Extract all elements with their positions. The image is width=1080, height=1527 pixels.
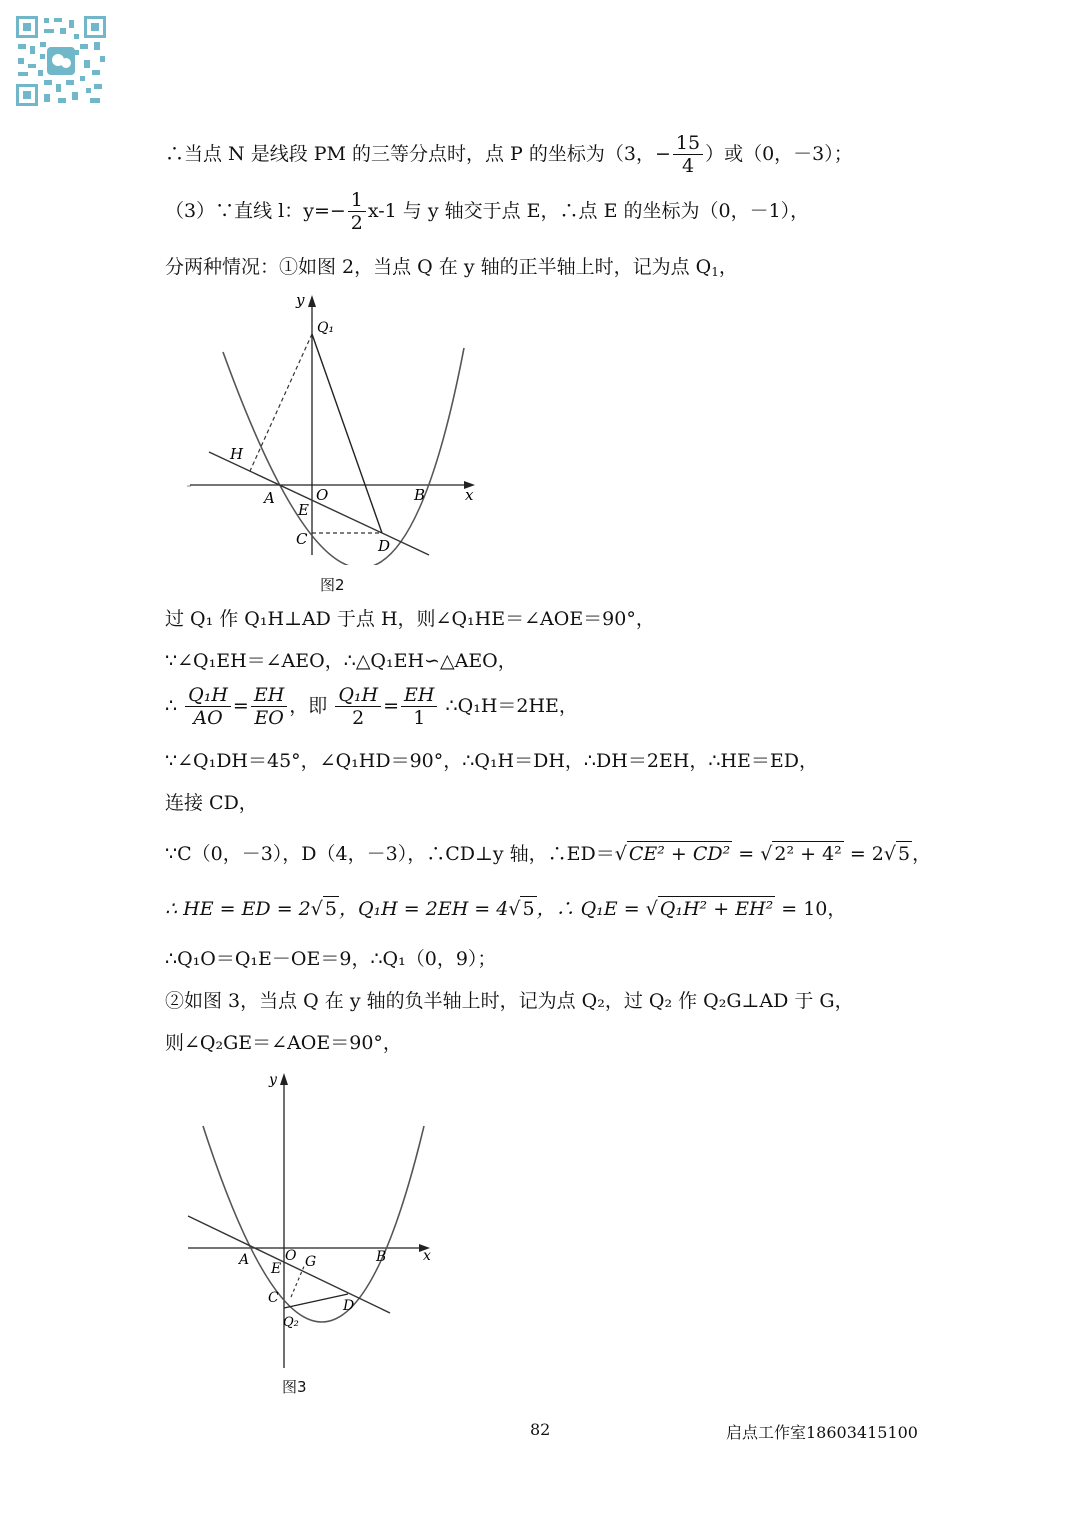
radicand: 2² + 4²	[774, 843, 842, 865]
minus-sign: −	[329, 200, 346, 222]
radicand: 5	[898, 843, 911, 865]
label-o: O	[285, 1248, 297, 1264]
label-c: C	[296, 530, 308, 548]
text-line-7: ∵∠Q₁DH＝45°，∠Q₁HD＝90°，∴Q₁H＝DH，∴DH＝2EH，∴HE＝ED，	[165, 750, 818, 772]
fraction-denominator: 4	[681, 155, 695, 177]
fraction-numerator: 1	[348, 191, 366, 212]
equals-sign: =	[383, 695, 400, 717]
connective-text: ，即	[289, 695, 328, 717]
text-line-11: ∴Q₁O＝Q₁E－OE＝9，∴Q₁（0，9）；	[165, 948, 497, 970]
label-g: G	[305, 1254, 317, 1270]
fraction-denominator: 1	[413, 707, 426, 729]
minus-sign: −	[654, 143, 671, 165]
radicand: CE² + CD²	[628, 843, 731, 865]
line-ad	[188, 1216, 390, 1313]
label-h: H	[230, 445, 244, 463]
fraction-denominator: EO	[254, 707, 284, 729]
radicand: 5	[324, 898, 337, 920]
fraction-1-2	[348, 191, 366, 233]
label-y: y	[296, 291, 305, 309]
label-a: A	[264, 489, 275, 507]
text-line-1	[165, 134, 853, 176]
label-b: B	[414, 486, 426, 504]
label-o: O	[316, 486, 329, 504]
subscript: 1	[711, 265, 719, 279]
figure-2	[185, 290, 485, 565]
line-9-end: ，	[912, 843, 932, 865]
equals-sign: =	[732, 843, 761, 865]
text-line-9	[165, 845, 931, 864]
label-q2: Q₂	[283, 1315, 299, 1330]
radical-sign: √	[645, 898, 658, 920]
therefore-sign: ∴	[165, 695, 178, 717]
label-d: D	[343, 1298, 355, 1314]
line-9-text: ∵C（0，－3），D（4，－3），∴CD⊥y 轴，∴ED＝	[165, 843, 615, 865]
text-line-5: ∵∠Q₁EH＝∠AEO，∴△Q₁EH∽△AEO，	[165, 650, 517, 672]
radical-sign: √	[310, 898, 323, 920]
text-line-6	[165, 686, 578, 728]
label-a: A	[239, 1252, 250, 1268]
line-10-text: ∴ HE = ED = 2	[165, 898, 311, 920]
text-line-12: ②如图 3，当点 Q 在 y 轴的负半轴上时，记为点 Q₂，过 Q₂ 作 Q₂G⊥AD 于 G，	[165, 990, 854, 1012]
label-x: x	[423, 1248, 431, 1264]
fraction-numerator: Q₁H	[185, 686, 231, 707]
segment-q2-d	[284, 1294, 348, 1308]
figure-2-caption: 图2	[320, 576, 345, 594]
radical-sign: √	[508, 898, 521, 920]
fraction-q1h-ao	[185, 686, 231, 728]
line-3-end: ，	[718, 256, 738, 278]
label-c: C	[268, 1290, 279, 1306]
text-line-13: 则∠Q₂GE＝∠AOE＝90°，	[165, 1032, 402, 1054]
equals-value: = 2	[843, 843, 884, 865]
label-e: E	[271, 1261, 282, 1277]
parabola	[203, 1126, 424, 1322]
text-line-8: 连接 CD，	[165, 792, 258, 814]
line-1-end: ）或（0，－3）；	[705, 143, 853, 165]
radicand: 5	[522, 898, 535, 920]
fraction-numerator: 15	[673, 134, 703, 155]
text-line-3	[165, 258, 738, 278]
fraction-eh-1	[401, 686, 437, 728]
line-10-mid: ，Q₁H = 2EH = 4	[338, 898, 509, 920]
label-x: x	[465, 486, 474, 504]
label-b: B	[376, 1249, 387, 1265]
y-axis-arrow	[280, 1073, 288, 1085]
label-e: E	[298, 501, 309, 519]
equals-sign: =	[232, 695, 249, 717]
y-axis-arrow	[308, 295, 316, 307]
fraction-q1h-2	[335, 686, 381, 728]
fraction-numerator: EH	[401, 686, 437, 707]
label-d: D	[378, 537, 391, 555]
label-y: y	[269, 1072, 277, 1088]
radical-sign: √	[760, 843, 773, 865]
page-number: 82	[530, 1420, 551, 1439]
text-line-2	[165, 191, 809, 233]
text-line-4: 过 Q₁ 作 Q₁H⊥AD 于点 H，则∠Q₁HE＝∠AOE＝90°，	[165, 608, 655, 630]
radical-sign: √	[614, 843, 627, 865]
radicand: Q₁H² + EH²	[659, 898, 774, 920]
line-2-end: x-1 与 y 轴交于点 E，∴点 E 的坐标为（0，－1），	[367, 200, 810, 222]
fraction-denominator: 2	[350, 212, 363, 234]
label-q1: Q₁	[317, 320, 335, 336]
fraction-eh-eo	[251, 686, 287, 728]
line-6-end: ∴Q₁H＝2HE，	[445, 695, 578, 717]
line-3-text: 分两种情况：①如图 2，当点 Q 在 y 轴的正半轴上时，记为点 Q	[165, 256, 712, 278]
qr-code-icon	[14, 14, 108, 108]
text-line-10	[165, 900, 846, 919]
studio-contact: 启点工作室18603415100	[726, 1423, 918, 1442]
fraction-15-4	[673, 134, 703, 176]
radical-sign: √	[883, 843, 896, 865]
figure-3	[185, 1068, 445, 1373]
line-2-text: （3）∵直线 l：y=	[165, 200, 330, 222]
segment-q1-h-dashed	[250, 334, 312, 471]
fraction-denominator: 2	[352, 707, 365, 729]
line-10-end: = 10，	[775, 898, 847, 920]
line-1-text: ∴当点 N 是线段 PM 的三等分点时，点 P 的坐标为（3，	[165, 143, 655, 165]
fraction-denominator: AO	[193, 707, 223, 729]
figure-3-caption: 图3	[282, 1378, 307, 1396]
fraction-numerator: EH	[251, 686, 287, 707]
fraction-numerator: Q₁H	[335, 686, 381, 707]
line-10-mid2: ，∴ Q₁E =	[536, 898, 646, 920]
